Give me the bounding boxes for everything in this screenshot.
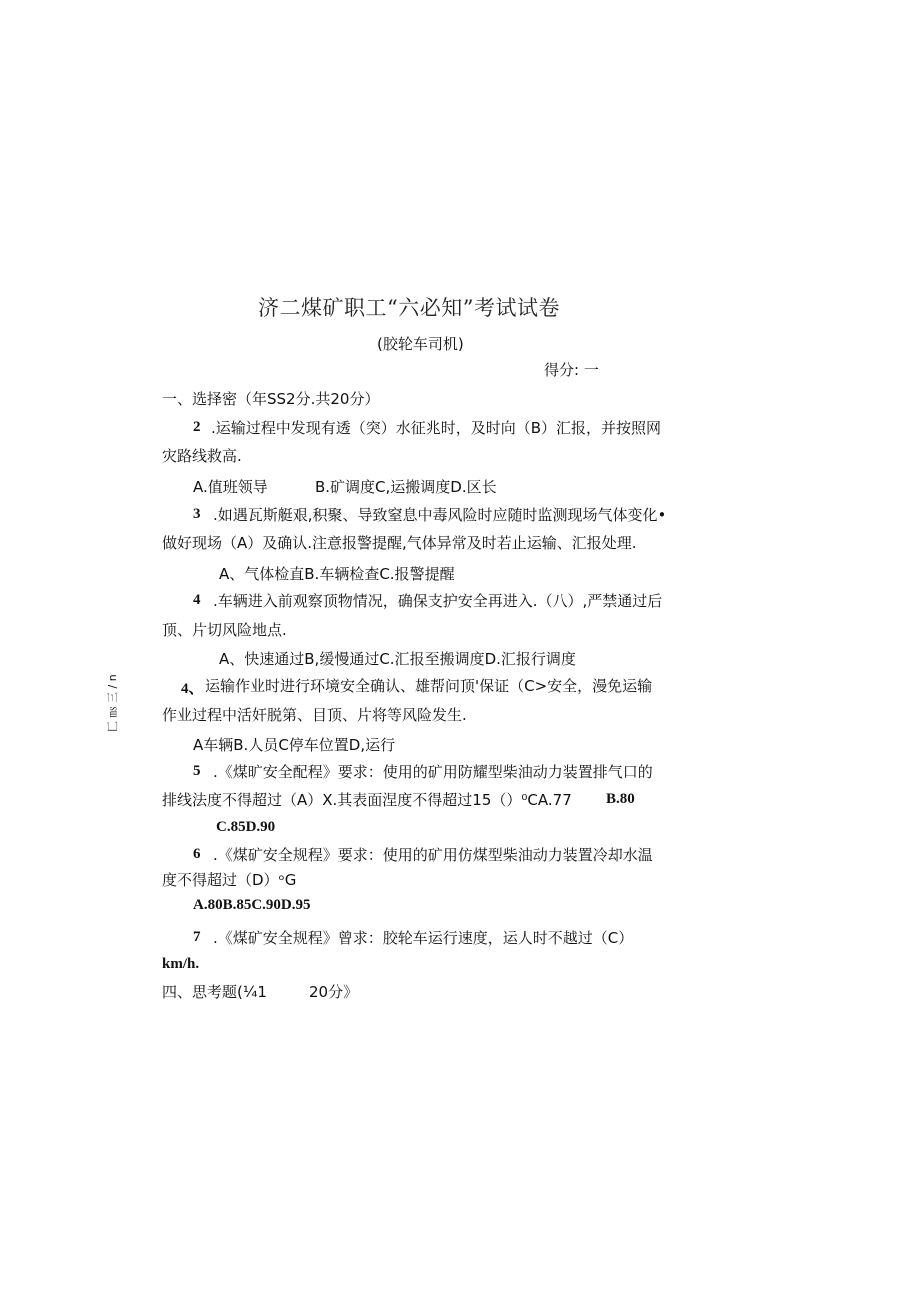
answer-option: A、气体检直B.车辆检查C.报警提醒 <box>219 565 455 583</box>
question-text: .运输过程中发现有透（突）水征兆时，及时向（B）汇报，并按照网 <box>211 419 662 437</box>
question-text: .《煤矿安全规程》曾求：胶轮车运行速度，运人时不越过（C） <box>213 929 634 947</box>
answer-option: A.值班领导 <box>193 478 268 496</box>
question-number: 6 <box>193 846 201 862</box>
question-text-continued: 排线法度不得超过（A）X.其表面涅度不得超过15（）⁰CA.77 <box>162 791 572 809</box>
question-text: .车辆进入前观察顶物情况，确保支护安全再进入.（八）,严禁通过后 <box>213 592 663 610</box>
side-margin-mark: 匚 ㎳ 三 ∕ n <box>106 674 119 732</box>
answer-option: B.80 <box>606 791 635 807</box>
section-heading: 一、选择密（年SS2分.共20分） <box>162 390 380 408</box>
question-number: 4 <box>193 592 201 608</box>
question-number: 4、 <box>181 681 204 697</box>
question-number: 7 <box>193 929 201 945</box>
answer-option: A、快速通过B,缓慢通过C.汇报至搬调度D.汇报行调度 <box>219 650 576 668</box>
question-text: .《煤旷安全配程》要求：使用的矿用防耀型柴油动力装置排气口的 <box>213 763 653 781</box>
question-number: 5 <box>193 763 201 779</box>
answer-option: B.矿调度C,运搬调度D.区长 <box>315 478 497 496</box>
section-heading: 四、思考题(¼1 <box>162 983 267 1001</box>
question-number: 2 <box>193 419 201 435</box>
page-subtitle: (胶轮车司机) <box>377 335 464 353</box>
answer-option: C.85D.90 <box>216 819 276 835</box>
section-heading-points: 20分》 <box>309 983 359 1001</box>
question-text: .《煤矿安全规程》要求：使用的矿用仿煤型柴油动力装置冷却水温 <box>213 846 653 864</box>
page-title: 济二煤矿职工“六必知”考试试卷 <box>258 296 560 320</box>
question-text-continued: km/h. <box>162 956 200 972</box>
question-text-continued: 顶、片切风险地点. <box>162 621 287 639</box>
question-text-continued: 做好现场（A）及确认.注意报警提醒,气体异常及时若止运输、汇报处理. <box>162 534 637 552</box>
question-text: .如遇瓦斯艇艰,积聚、导致窒息中毒风险时应随时监测现场气体变化• <box>213 506 667 524</box>
question-text-continued: 度不得超过（D）ᵒG <box>162 871 297 889</box>
question-text: 运输作业时进行环境安全确认、雄帮问顶'保证（C>安全，漫免运输 <box>205 677 653 695</box>
question-text-continued: 灾路线救高. <box>162 447 242 465</box>
question-text-continued: 作业过程中活奸脱第、目顶、片将等风险发生. <box>162 706 467 724</box>
answer-option: A车辆B.人员C停车位置D,运行 <box>193 736 396 754</box>
question-number: 3 <box>193 506 201 522</box>
answer-option: A.80B.85C.90D.95 <box>193 897 311 913</box>
score-field: 得分: 一 <box>544 361 599 379</box>
